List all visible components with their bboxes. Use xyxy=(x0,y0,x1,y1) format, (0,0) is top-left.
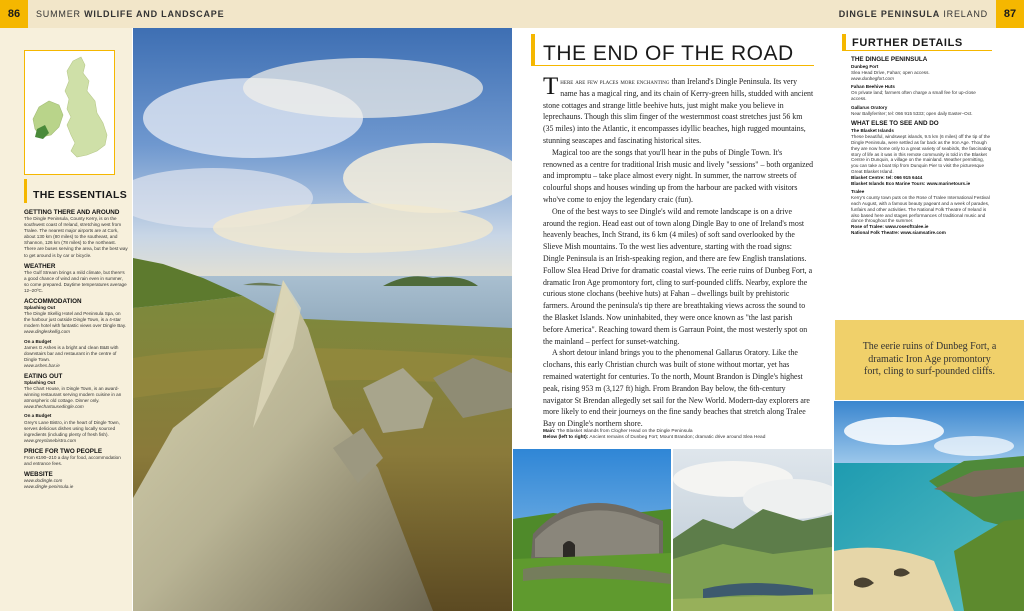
getting-heading: GETTING THERE AND AROUND xyxy=(24,209,120,216)
eating-splash-label: Splashing Out xyxy=(24,379,56,385)
essentials-title: THE ESSENTIALS xyxy=(24,179,128,203)
accommodation-splash-text: The Dingle Skellig Hotel and Peninsula Spa, on the harbour just outside Dingle Town, is a 4-star modern hotel with fantastic views over Dingle Bay. xyxy=(24,311,127,329)
website-heading: WEBSITE xyxy=(24,471,53,479)
blasket-centre: Blasket Centre: tel: 066 915 6444 xyxy=(851,174,923,180)
caption-below-text: Ancient remains of Dunbeg Fort; Mount Brandon; dramatic drive around Slea Head xyxy=(589,435,766,441)
article-title: THE END OF THE ROAD xyxy=(543,42,794,65)
lead-in: here are few places more enchanting xyxy=(560,77,670,86)
price-heading: PRICE FOR TWO PEOPLE xyxy=(24,447,103,455)
dunbeg-text: Slea Head Drive, Fahan; open access. xyxy=(851,69,930,75)
eating-budget-label: On a Budget xyxy=(24,413,52,419)
gallarus-name: Gallarus Oratory xyxy=(851,104,888,110)
main-photo xyxy=(133,28,512,611)
article-paragraph-4: A short detour inland brings you to the phenomenal Gallarus Oratory. Like the clochans, this early Christian church was built of stone without mortar, yet has remained watertight for centuries. To the north, Mount Brandon is Dingle's highest peak, rising 953 m (3,127 ft) high. From Brandon Bay below, the 6th-century navigator St Brendan allegedly set sail for the New World. Modern-day explorers are more likely to end their journeys on the fine sandy beaches that stretch along Tralee Bay on Dingle's northern shore. xyxy=(543,348,810,429)
price-text: From €190–210 a day for food, accommodation and entrance fees. xyxy=(24,454,121,466)
accommodation-budget-text: James G Ashes is a bright and clean B&B with downstairs bar and restaurant in the centre of Dingle Town. xyxy=(24,344,119,362)
tralee-name: Tralee xyxy=(851,189,865,195)
pull-quote-box xyxy=(835,320,1024,400)
article-paragraph-2: Magical too are the songs that you'll hear in the pubs of Dingle Town. It's renowned as a centre for traditional Irish music and lively "sessions" – both organized and impromptu – take place almost every night. In summer, the narrow streets of colourful shops and houses winding up from the harbour are packed with visitors who've come to enjoy the legendary craic (fun). xyxy=(543,147,814,204)
article-paragraph-1 xyxy=(543,73,814,147)
accommodation-splash-url[interactable]: www.dingleskellig.com xyxy=(24,329,70,335)
national-folk-theatre[interactable]: National Folk Theatre: www.siamsatire.com xyxy=(851,229,946,235)
blasket-eco-tours[interactable]: Blasket Islands Eco Marine Tours: www.marinetours.ie xyxy=(851,180,971,186)
tralee-text: Kerry's county town puts on the Rose of Tralee International Festival each August, with a famous beauty pageant and a week of parades, funfairs and other activities. The National Folk Theatre of Ireland is also based here and stages performances of traditional music and dance throughout the summer. xyxy=(851,195,990,224)
dunbeg-url[interactable]: www.dunbegfort.com xyxy=(851,75,894,81)
fahan-name: Fahan Beehive Huts xyxy=(851,84,895,90)
place-label: DINGLE PENINSULA xyxy=(838,9,941,19)
accommodation-budget-url[interactable]: www.ashes.bar.ie xyxy=(24,362,60,368)
further-details-title-bar xyxy=(842,34,992,51)
dingle-heading: THE DINGLE PENINSULA xyxy=(851,56,928,63)
fahan-text: On private land; farmers often charge a small fee for up-close access. xyxy=(851,90,976,101)
caption-main-text: The Blasket Islands from Clogher Head on the Dingle Peninsula xyxy=(556,429,693,434)
rose-of-tralee[interactable]: Rose of Tralee: www.roseoftralee.ie xyxy=(851,224,929,230)
pull-quote: The eerie ruins of Dunbeg Fort, a dramatic Iron Age promontory fort, cling to surf-pounded cliffs. xyxy=(862,341,997,378)
eating-budget-url[interactable]: www.greyslanebistro.com xyxy=(24,437,77,443)
essentials-sidebar xyxy=(0,28,132,611)
right-page-number: 87 xyxy=(996,0,1024,28)
left-page-number: 86 xyxy=(0,0,28,28)
paragraph-1-text: than Ireland's Dingle Peninsula. Its very name has a magical ring, and its chain of Kerry-green hills, studded with ancient stone cottages and strange little beehive huts, just might make you believe in leprechauns. Though this slim finger of the westernmost coast stretches just 56 km (35 miles) into the Atlantic, it encompasses idyllic beaches, high rugged mountains, stunning seascapes and fascinating historical sites. xyxy=(543,77,814,145)
website-link-2[interactable]: www.dingle-peninsula.ie xyxy=(24,484,74,490)
blasket-text: These beautiful, windswept islands, 9.5 km (6 miles) off the tip of the Dingle Peninsula, were settled as far back as the Iron Age. Though they are now home only to a great variety of seabirds, the fascinating story of life as it was in this remote community is told in the Blasket Centre in Dunquin, a village on the mainland. Weather permitting, you can take a boat trip from Dunquin Pier to visit the picturesque Great Blasket Island. xyxy=(851,134,992,174)
weather-text: The Gulf Stream brings a mild climate, but there's a good chance of wind and rain even in summer, so come prepared. Daytime temperatures average 12–20ºC. xyxy=(24,269,127,293)
article-paragraph-3: One of the best ways to see Dingle's wild and remote landscape is on a drive around the region. Head east out of town along Dingle Bay to one of Ireland's most heavenly beaches, Inch Strand, its 6 km (4 miles) of soft sand overlooked by the Slieve Mish mountains. To the west lies adventure, starting with the road signs: Dingle Peninsula is an Irish-speaking region, and there are few English translations. Follow Slea Head Drive for dramatic coastal views. The eerie ruins of Dunbeg Fort, a dramatic Iron Age promontory fort, cling to surf-pounded cliffs. Nearby, explore the curious stone clochans (beehive huts) at Fahan – dwellings built by prehistoric farmers. Around the peninsula's tip there are breathtaking views across the sound to the Blasket Islands. Now uninhabited, they were once known as "the last parish before America". Reaching toward them is Garraun Point, the most westerly spot on the mainland – perfect for sunset-watching. xyxy=(543,206,813,346)
eating-splash-url[interactable]: www.thechartousedingle.com xyxy=(24,404,84,410)
left-running-head xyxy=(28,9,232,19)
slea-head-photo xyxy=(834,401,1024,611)
eating-splash-text: The Chart House, in Dingle Town, is an award-winning restaurant serving modern cuisine in an atmospheric old cottage. Dinner only. xyxy=(24,386,122,404)
accommodation-budget-label: On a Budget xyxy=(24,338,52,344)
weather-heading: WEATHER xyxy=(24,262,56,270)
right-running-head xyxy=(831,9,996,19)
further-details-title: FURTHER DETAILS xyxy=(852,37,963,49)
essentials-body xyxy=(24,205,128,490)
locator-map xyxy=(24,50,115,175)
eating-heading: EATING OUT xyxy=(24,372,63,380)
subsection-label: WILDLIFE AND LANDSCAPE xyxy=(84,9,225,19)
blasket-name: The Blasket Islands xyxy=(851,128,894,134)
further-details-body xyxy=(851,56,992,236)
dunbeg-name: Dunbeg Fort xyxy=(851,64,879,69)
eating-budget-text: Grey's Lane Bistro, in the heart of Dingle Town, serves delicious dishes using locally sourced ingredients (including plenty of fresh fish). xyxy=(24,419,120,437)
drop-cap: T xyxy=(543,73,559,100)
mount-brandon-photo xyxy=(673,449,832,611)
caption-below xyxy=(543,435,814,441)
article-body xyxy=(543,73,814,430)
section-label: SUMMER xyxy=(36,9,81,19)
accommodation-heading: ACCOMMODATION xyxy=(24,298,82,306)
what-else-heading: WHAT ELSE TO SEE AND DO xyxy=(851,120,939,128)
gallarus-text: Near Ballyferriter; tel: 066 915 5333; open daily Easter–Oct. xyxy=(851,110,973,116)
getting-text: The Dingle Peninsula, County Kerry, is on the southwest coast of Ireland, stretching west from Tralee. The nearest major airports are at Cork, about 130 km (80 miles) to the southeast, and Shannon, 126 km (78 miles) to the northeast. There are buses serving the area, but the best way to get around is by car or bicycle. xyxy=(24,216,128,258)
photo-captions xyxy=(543,429,814,441)
dunbeg-fort-photo xyxy=(513,449,671,611)
left-page-header xyxy=(0,0,512,28)
country-label: IRELAND xyxy=(943,9,988,19)
accommodation-splash-label: Splashing Out xyxy=(24,305,56,311)
caption-main-label: Main: xyxy=(543,429,556,434)
website-link-1[interactable]: www.dodingle.com xyxy=(24,478,63,484)
article-title-bar xyxy=(531,34,814,66)
caption-below-label: Below (left to right): xyxy=(543,435,589,441)
right-page-header xyxy=(512,0,1024,28)
